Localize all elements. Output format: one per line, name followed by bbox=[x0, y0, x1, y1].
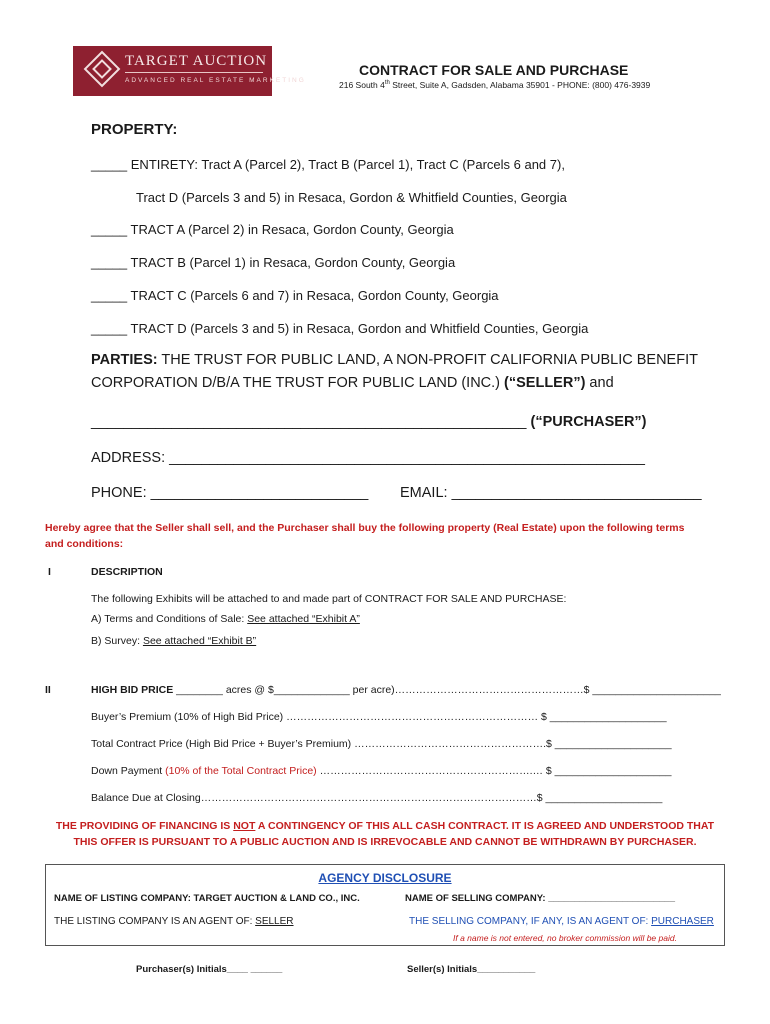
parties-line-2: CORPORATION D/B/A THE TRUST FOR PUBLIC LAND (INC.) (“SELLER”) and bbox=[91, 375, 614, 391]
selling-company-field[interactable]: NAME OF SELLING COMPANY: ________________________ bbox=[405, 893, 676, 904]
purchaser-name-field[interactable]: ______________________________________________________ (“PURCHASER”) bbox=[91, 414, 647, 430]
section-2-number: II bbox=[45, 684, 51, 696]
purchaser-address-field[interactable]: ADDRESS: ___________________________________________________________ bbox=[91, 450, 645, 466]
seller-initials-field[interactable]: Seller(s) Initials___________ bbox=[407, 964, 536, 975]
tract-b-option[interactable]: _____ TRACT B (Parcel 1) in Resaca, Gordon County, Georgia bbox=[91, 255, 456, 270]
company-address: 216 South 4th Street, Suite A, Gadsden, Alabama 35901 - PHONE: (800) 476-3939 bbox=[339, 80, 651, 90]
buyers-premium-field[interactable]: Buyer’s Premium (10% of High Bid Price) ……………………………………………………………… $ ____________________ bbox=[91, 711, 667, 723]
tract-d-option[interactable]: _____ TRACT D (Parcels 3 and 5) in Resaca, Gordon and Whitfield Counties, Georgia bbox=[91, 321, 589, 336]
selling-agent-line: THE SELLING COMPANY, IF ANY, IS AN AGENT OF: PURCHASER bbox=[409, 916, 714, 927]
logo-tagline: ADVANCED REAL ESTATE MARKETING bbox=[125, 77, 306, 84]
financing-notice-line-2: THIS OFFER IS PURSUANT TO A PUBLIC AUCTION AND IS IRREVOCABLE AND CANNOT BE WITHDRAWN BY PURCHASER. bbox=[73, 836, 697, 848]
tract-c-option[interactable]: _____ TRACT C (Parcels 6 and 7) in Resaca, Gordon County, Georgia bbox=[91, 288, 499, 303]
purchaser-initials-field[interactable]: Purchaser(s) Initials____ ______ bbox=[136, 964, 283, 975]
agreement-line-1: Hereby agree that the Seller shall sell, and the Purchaser shall buy the following property (Real Estate) upon the following terms bbox=[45, 522, 685, 534]
down-payment-field[interactable]: Down Payment (10% of the Total Contract Price) …………………………………………………….… $ ____________________ bbox=[91, 765, 672, 777]
commission-note: If a name is not entered, no broker commission will be paid. bbox=[453, 933, 677, 943]
company-logo bbox=[73, 46, 306, 96]
logo-brand-text: TARGET AUCTION bbox=[125, 53, 268, 69]
agency-disclosure-title: AGENCY DISCLOSURE bbox=[318, 871, 452, 885]
exhibit-b-line: B) Survey: See attached “Exhibit B” bbox=[91, 635, 257, 647]
balance-due-field[interactable]: Balance Due at Closing……………………………………………………………………………………$ ____________________ bbox=[91, 792, 663, 804]
high-bid-price-field[interactable]: HIGH BID PRICE ________ acres @ $_____________ per acre)………………………………………………$ ______________________ bbox=[91, 684, 721, 696]
listing-company-name: NAME OF LISTING COMPANY: TARGET AUCTION & LAND CO., INC. bbox=[54, 893, 360, 904]
total-contract-price-field[interactable]: Total Contract Price (High Bid Price + Buyer’s Premium) ……………………………………………….$ ____________________ bbox=[91, 738, 672, 750]
purchaser-email-field[interactable]: EMAIL: _______________________________ bbox=[400, 485, 702, 501]
entirety-option-continued: Tract D (Parcels 3 and 5) in Resaca, Gordon & Whitfield Counties, Georgia bbox=[136, 190, 567, 205]
section-1-title: DESCRIPTION bbox=[91, 566, 163, 578]
parties-line-1: PARTIES: THE TRUST FOR PUBLIC LAND, A NON-PROFIT CALIFORNIA PUBLIC BENEFIT bbox=[91, 352, 698, 368]
financing-notice-line-1: THE PROVIDING OF FINANCING IS NOT A CONTINGENCY OF THIS ALL CASH CONTRACT. IT IS AGREED AND UNDERSTOOD THAT bbox=[55, 820, 715, 832]
exhibits-intro: The following Exhibits will be attached to and made part of CONTRACT FOR SALE AND PURCHASE: bbox=[91, 593, 567, 605]
exhibit-a-link[interactable]: See attached “Exhibit A” bbox=[247, 613, 360, 625]
listing-agent-seller: SELLER bbox=[255, 916, 294, 927]
exhibit-a-line: A) Terms and Conditions of Sale: See attached “Exhibit A” bbox=[91, 613, 360, 625]
section-1-number: I bbox=[48, 566, 51, 578]
property-heading: PROPERTY: bbox=[91, 121, 178, 138]
entirety-option[interactable]: _____ ENTIRETY: Tract A (Parcel 2), Tract B (Parcel 1), Tract C (Parcels 6 and 7), bbox=[91, 157, 565, 172]
agreement-line-2: and conditions: bbox=[45, 538, 124, 550]
exhibit-b-link[interactable]: See attached “Exhibit B” bbox=[142, 635, 257, 647]
listing-agent-line: THE LISTING COMPANY IS AN AGENT OF: SELLER bbox=[54, 916, 294, 927]
tract-a-option[interactable]: _____ TRACT A (Parcel 2) in Resaca, Gordon County, Georgia bbox=[91, 222, 454, 237]
selling-agent-purchaser: PURCHASER bbox=[651, 916, 714, 927]
document-title: CONTRACT FOR SALE AND PURCHASE bbox=[359, 62, 629, 78]
logo-divider bbox=[125, 72, 263, 73]
purchaser-phone-field[interactable]: PHONE: ___________________________ bbox=[91, 485, 369, 501]
